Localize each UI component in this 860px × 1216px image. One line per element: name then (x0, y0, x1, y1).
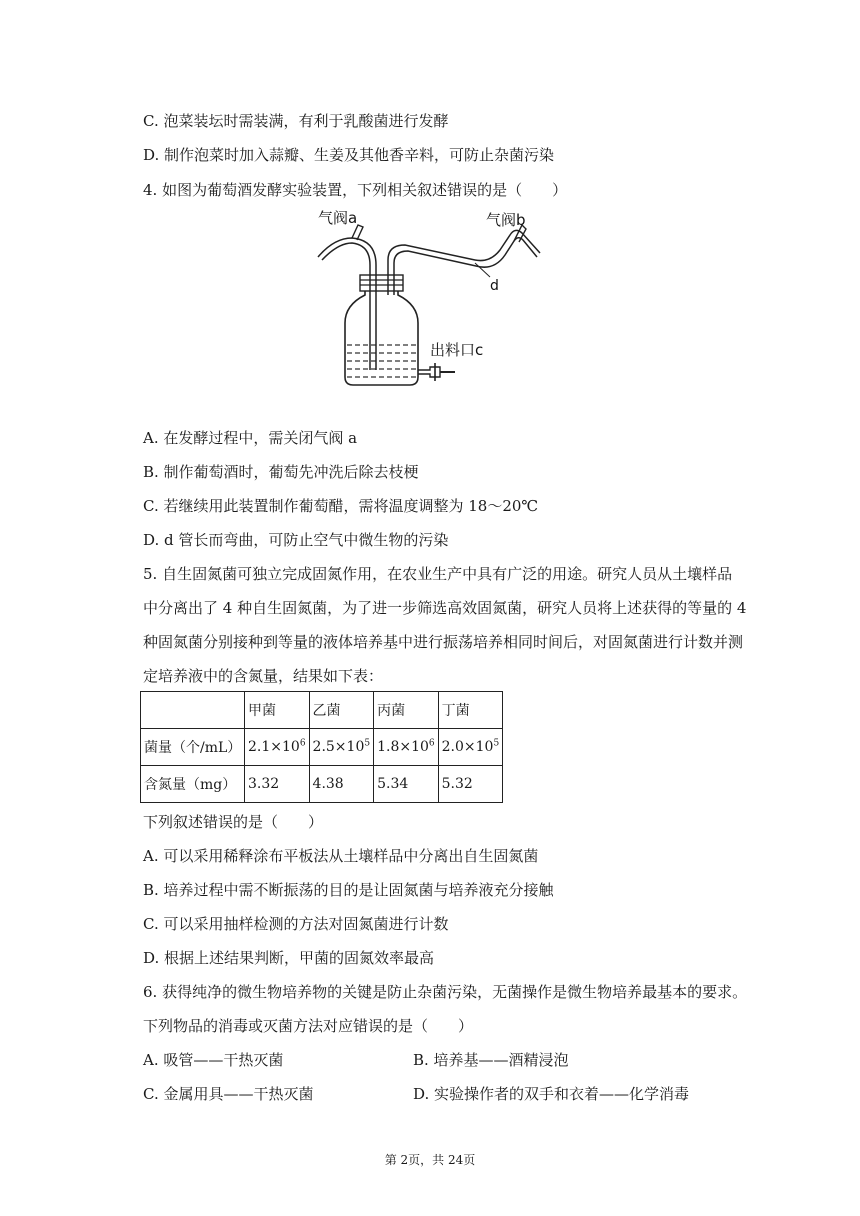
table-cell: 3.32 (245, 766, 310, 803)
q6-stem-line-2: 下列物品的消毒或灭菌方法对应错误的是（ ） (143, 1017, 474, 1035)
q5-question: 下列叙述错误的是（ ） (143, 813, 324, 831)
q4-option-a: A. 在发酵过程中，需关闭气阀 a (143, 429, 358, 447)
label-tube-d: d (490, 278, 499, 294)
q5-option-c: C. 可以采用抽样检测的方法对固氮菌进行计数 (143, 915, 449, 933)
q6-option-c: C. 金属用具——干热灭菌 (143, 1085, 314, 1103)
q5-stem-line-1: 5. 自生固氮菌可独立完成固氮作用，在农业生产中具有广泛的用途。研究人员从土壤样品 (143, 565, 733, 583)
label-valve-b: 气阀b (486, 211, 526, 229)
q6-stem-line-1: 6. 获得纯净的微生物培养物的关键是防止杂菌污染，无菌操作是微生物培养最基本的要求。 (143, 983, 748, 1001)
table-cell: 4.38 (309, 766, 374, 803)
q3-option-d: D. 制作泡菜时加入蒜瓣、生姜及其他香辛料，可防止杂菌污染 (143, 146, 555, 164)
table-header-row (141, 692, 503, 729)
table-cell: 5.32 (438, 766, 503, 803)
q5-option-a: A. 可以采用稀释涂布平板法从土壤样品中分离出自生固氮菌 (143, 847, 539, 865)
q6-option-d: D. 实验操作者的双手和衣着——化学消毒 (413, 1085, 690, 1103)
table-header-cell: 丙菌 (374, 692, 439, 729)
q5-option-b: B. 培养过程中需不断振荡的目的是让固氮菌与培养液充分接触 (143, 881, 554, 899)
q4-stem: 4. 如图为葡萄酒发酵实验装置，下列相关叙述错误的是（ ） (143, 181, 568, 199)
q4-option-c: C. 若继续用此装置制作葡萄醋，需将温度调整为 18～20℃ (143, 497, 539, 515)
wine-fermentation-apparatus-figure (300, 205, 560, 390)
q5-stem-line-3: 种固氮菌分别接种到等量的液体培养基中进行振荡培养相同时间后，对固氮菌进行计数并测 (143, 633, 744, 651)
page-footer: 第 2页，共 24页 (384, 1153, 476, 1167)
table-cell: $1.8\times 10^6$ (374, 729, 439, 766)
q6-option-a: A. 吸管——干热灭菌 (143, 1051, 284, 1069)
label-outlet-c: 出料口c (430, 341, 484, 359)
label-valve-a: 气阀a (318, 209, 358, 227)
table-cell: $2.1\times 10^6$ (245, 729, 310, 766)
bacteria-results-table (140, 691, 503, 803)
table-row (141, 766, 503, 803)
q6-option-b: B. 培养基——酒精浸泡 (413, 1051, 569, 1069)
table-cell: $2.0\times 10^5$ (438, 729, 503, 766)
table-cell: 5.34 (374, 766, 439, 803)
q4-option-b: B. 制作葡萄酒时，葡萄先冲洗后除去枝梗 (143, 463, 419, 481)
table-header-cell: 乙菌 (309, 692, 374, 729)
q5-option-d: D. 根据上述结果判断，甲菌的固氮效率最高 (143, 949, 435, 967)
table-header-cell (141, 692, 245, 729)
q5-stem-line-2: 中分离出了 4 种自生固氮菌，为了进一步筛选高效固氮菌，研究人员将上述获得的等量的 4 (143, 599, 747, 617)
table-header-cell: 甲菌 (245, 692, 310, 729)
table-cell: $2.5\times 10^5$ (309, 729, 374, 766)
row-label-count: 菌量（个/mL） (141, 729, 245, 766)
q4-option-d: D. d 管长而弯曲，可防止空气中微生物的污染 (143, 531, 449, 549)
q5-stem-line-4: 定培养液中的含氮量，结果如下表： (143, 667, 384, 685)
q3-option-c: C. 泡菜装坛时需装满，有利于乳酸菌进行发酵 (143, 112, 449, 130)
table-header-cell: 丁菌 (438, 692, 503, 729)
row-label-nitrogen: 含氮量（mg） (141, 766, 245, 803)
table-row (141, 729, 503, 766)
